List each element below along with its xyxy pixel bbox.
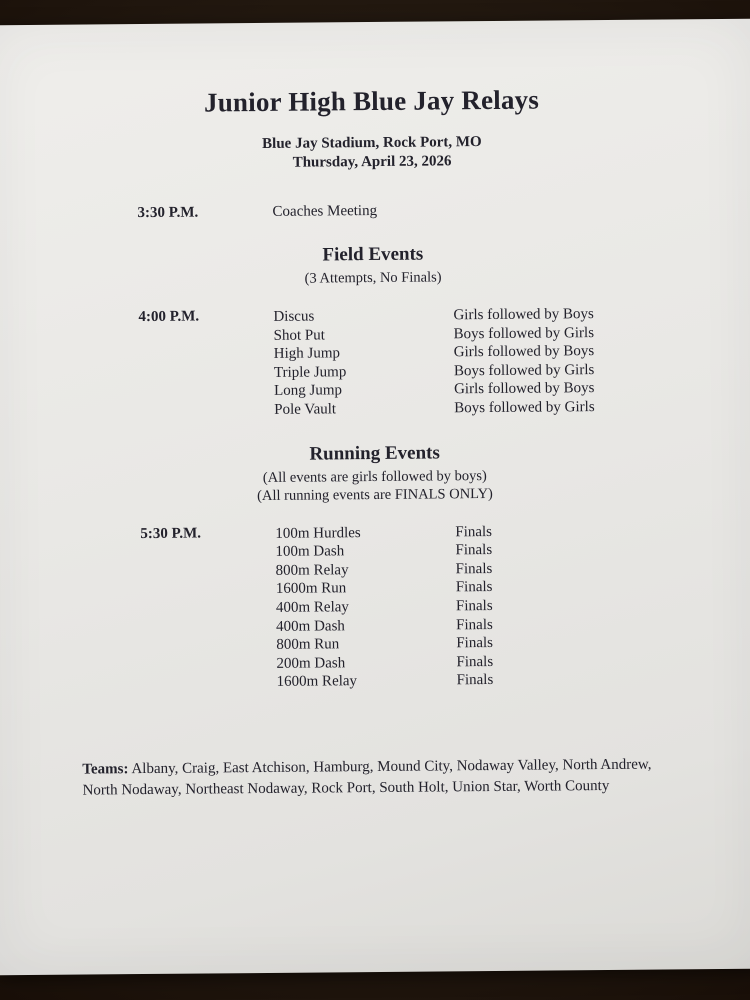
- event-status: Finals: [455, 542, 493, 559]
- event-status: Finals: [456, 616, 493, 633]
- event-name: 1600m Relay: [276, 673, 358, 691]
- event-name: 200m Dash: [276, 654, 346, 672]
- event-name: 800m Run: [276, 636, 340, 653]
- event-name: 100m Dash: [275, 543, 345, 561]
- event-order: Boys followed by Girls: [454, 399, 595, 417]
- event-name: 400m Relay: [275, 599, 349, 616]
- event-status: Finals: [456, 672, 494, 689]
- event-status: Finals: [455, 523, 493, 540]
- event-name: 800m Relay: [275, 561, 349, 579]
- field-event-row: [274, 397, 717, 419]
- event-order: Girls followed by Boys: [453, 306, 594, 324]
- event-name: Long Jump: [274, 382, 343, 400]
- event-name: Triple Jump: [273, 364, 347, 381]
- event-status: Finals: [455, 579, 493, 596]
- event-order: Girls followed by Boys: [453, 343, 595, 361]
- field-events-list: [273, 304, 717, 419]
- event-name: Pole Vault: [274, 401, 337, 418]
- venue-line: Blue Jay Stadium, Rock Port, MO: [262, 134, 482, 152]
- teams-list: Albany, Craig, East Atchison, Hamburg, Mound City, Nodaway Valley, North Andrew, North Nodaway, Northeast Nodaway, Rock Port, South Holt, Union Star, Worth County: [82, 756, 652, 799]
- event-order: Boys followed by Girls: [453, 361, 595, 380]
- event-status: Finals: [456, 635, 494, 652]
- coaches-meeting-time: 3:30 P.M.: [137, 204, 199, 222]
- field-events-note: (3 Attempts, No Finals): [304, 269, 442, 287]
- event-status: Finals: [455, 560, 493, 578]
- coaches-meeting-row: [137, 200, 715, 222]
- field-events-time: 4:00 P.M.: [138, 308, 200, 326]
- field-events-heading: Field Events: [322, 243, 424, 266]
- page-title: Junior High Blue Jay Relays: [203, 84, 540, 118]
- running-events-note-2: (All running events are FINALS ONLY): [257, 485, 493, 504]
- paper-sheet: [0, 19, 750, 976]
- field-events-section: [138, 304, 717, 421]
- teams-paragraph: [82, 754, 680, 802]
- running-events-section: [140, 521, 719, 693]
- running-events-heading: Running Events: [309, 441, 440, 465]
- date-line: Thursday, April 23, 2026: [292, 153, 452, 171]
- running-events-note-1: (All events are girls followed by boys): [262, 467, 487, 486]
- event-status: Finals: [455, 597, 493, 615]
- event-order: Boys followed by Girls: [453, 324, 595, 342]
- teams-label: Teams:: [82, 761, 129, 778]
- event-order: Girls followed by Boys: [453, 380, 595, 398]
- running-event-row: [277, 669, 720, 691]
- event-name: Discus: [273, 308, 315, 325]
- running-events-time: 5:30 P.M.: [140, 525, 202, 542]
- event-name: 1600m Run: [275, 580, 347, 598]
- event-status: Finals: [456, 653, 494, 671]
- event-name: 100m Hurdles: [275, 524, 361, 542]
- coaches-meeting-label: Coaches Meeting: [272, 202, 378, 220]
- event-name: Shot Put: [273, 327, 325, 344]
- event-name: High Jump: [273, 345, 341, 363]
- running-events-list: [275, 521, 719, 692]
- event-name: 400m Dash: [276, 617, 345, 635]
